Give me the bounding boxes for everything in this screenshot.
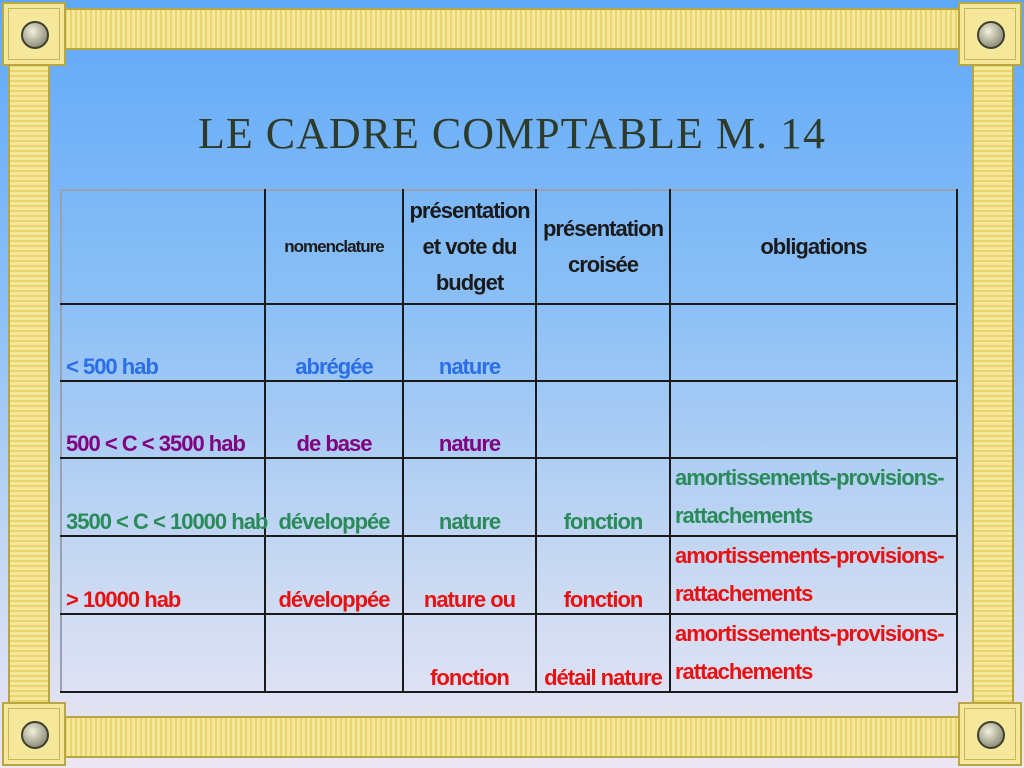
row-nomenclature	[265, 614, 403, 692]
knob-icon	[977, 21, 1005, 49]
row-vote: nature	[403, 458, 536, 536]
table-row	[61, 458, 957, 536]
knob-icon	[21, 21, 49, 49]
row-obligations: amortissements-provisions-rattachements	[670, 458, 957, 536]
table-header-row	[61, 190, 957, 304]
table-row	[61, 381, 957, 458]
frame-right-bar	[972, 60, 1014, 712]
frame-top-bar	[60, 8, 964, 50]
row-obligations	[670, 381, 957, 458]
row-croisee	[536, 304, 670, 381]
row-croisee	[536, 381, 670, 458]
row-population: 500 < C < 3500 hab	[61, 381, 265, 458]
row-population	[61, 614, 265, 692]
knob-icon	[21, 721, 49, 749]
knob-icon	[977, 721, 1005, 749]
row-vote: nature	[403, 304, 536, 381]
table-row	[61, 304, 957, 381]
row-population: 3500 < C < 10000 hab	[61, 458, 265, 536]
frame-corner-top-right	[958, 2, 1022, 66]
frame-left-bar	[8, 60, 50, 712]
row-nomenclature: de base	[265, 381, 403, 458]
row-croisee: détail nature	[536, 614, 670, 692]
frame-corner-bottom-left	[2, 702, 66, 766]
row-vote: nature ou	[403, 536, 536, 614]
frame-corner-bottom-right	[958, 702, 1022, 766]
row-population: > 10000 hab	[61, 536, 265, 614]
header-cell-empty	[61, 190, 265, 304]
table-row	[61, 536, 957, 614]
row-croisee: fonction	[536, 458, 670, 536]
table-row	[61, 614, 957, 692]
row-obligations	[670, 304, 957, 381]
row-nomenclature: développée	[265, 536, 403, 614]
frame-bottom-bar	[60, 716, 964, 758]
row-obligations: amortissements-provisions-rattachements	[670, 614, 957, 692]
frame-corner-top-left	[2, 2, 66, 66]
row-croisee: fonction	[536, 536, 670, 614]
row-vote: fonction	[403, 614, 536, 692]
page-title: LE CADRE COMPTABLE M. 14	[198, 109, 826, 158]
row-vote: nature	[403, 381, 536, 458]
row-obligations: amortissements-provisions-rattachements	[670, 536, 957, 614]
accounting-table	[60, 189, 958, 693]
header-obligations: obligations	[670, 190, 957, 304]
row-nomenclature: abrégée	[265, 304, 403, 381]
header-presentation-vote: présentation et vote du budget	[403, 190, 536, 304]
row-nomenclature: développée	[265, 458, 403, 536]
header-presentation-croisee: présentation croisée	[536, 190, 670, 304]
row-population: < 500 hab	[61, 304, 265, 381]
header-nomenclature: nomenclature	[265, 190, 403, 304]
